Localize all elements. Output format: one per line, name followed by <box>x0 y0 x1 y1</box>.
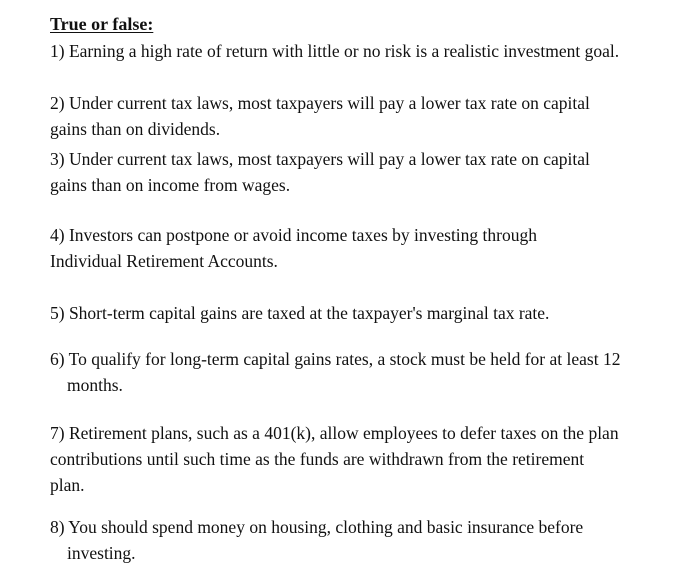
question-3-line-2: gains than on income from wages. <box>50 175 291 195</box>
question-1 <box>50 38 619 64</box>
question-3-line-1: 3) Under current tax laws, most taxpayers will pay a lower tax rate on capital <box>50 149 590 169</box>
question-6-line-1: 6) To qualify for long-term capital gains rates, a stock must be held for at least 12 <box>50 349 621 369</box>
question-3 <box>50 146 590 198</box>
question-4-line-1: 4) Investors can postpone or avoid income taxes by investing through <box>50 225 537 245</box>
question-2-line-2: gains than on dividends. <box>50 119 221 139</box>
question-2-line-1: 2) Under current tax laws, most taxpayers will pay a lower tax rate on capital <box>50 93 590 113</box>
question-7-line-3: plan. <box>50 475 85 495</box>
question-7 <box>50 420 619 498</box>
question-7-line-2: contributions until such time as the funds are withdrawn from the retirement <box>50 449 585 469</box>
question-8-line-1: 8) You should spend money on housing, clothing and basic insurance before <box>50 517 584 537</box>
question-5-line-1: 5) Short-term capital gains are taxed at the taxpayer's marginal tax rate. <box>50 303 550 323</box>
question-4-line-2: Individual Retirement Accounts. <box>50 251 278 271</box>
question-2 <box>50 90 590 142</box>
question-8 <box>50 514 583 566</box>
question-7-line-1: 7) Retirement plans, such as a 401(k), allow employees to defer taxes on the plan <box>50 423 619 443</box>
question-5 <box>50 300 549 326</box>
question-8-line-2: investing. <box>67 543 136 563</box>
question-1-line-1: 1) Earning a high rate of return with little or no risk is a realistic investment goal. <box>50 41 620 61</box>
page-heading: True or false: <box>50 14 154 34</box>
question-4 <box>50 222 537 274</box>
question-6 <box>50 346 620 398</box>
question-6-line-2: months. <box>67 375 123 395</box>
